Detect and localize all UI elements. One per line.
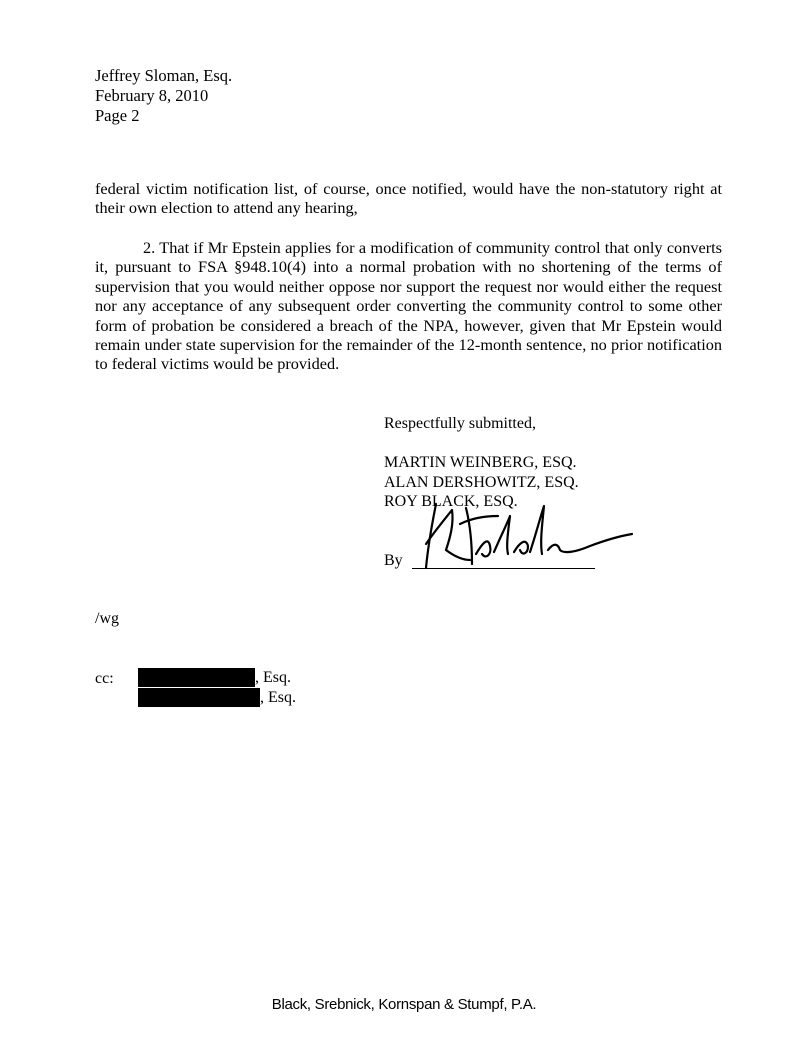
closing-salutation: Respectfully submitted, bbox=[384, 415, 536, 432]
page-number: Page 2 bbox=[95, 106, 140, 125]
cc-entry bbox=[138, 668, 291, 687]
redaction-bar bbox=[138, 668, 255, 687]
cc-entry bbox=[138, 688, 296, 707]
redaction-bar bbox=[138, 688, 260, 707]
cc-label: cc: bbox=[95, 670, 114, 687]
recipient-name: Jeffrey Sloman, Esq. bbox=[95, 66, 233, 85]
by-label: By bbox=[384, 552, 403, 569]
letter-header bbox=[95, 66, 232, 126]
firm-footer: Black, Srebnick, Kornspan & Stumpf, P.A. bbox=[271, 996, 537, 1013]
paragraph-continuation: federal victim notification list, of course, once notified, would have the non-statutory right at their own election to attend any hearing, bbox=[95, 179, 722, 218]
letter-date: February 8, 2010 bbox=[95, 86, 209, 105]
counsel-name-black: ROY BLACK, ESQ. bbox=[384, 493, 518, 510]
typist-initials: /wg bbox=[95, 610, 119, 627]
counsel-name-dershowitz: ALAN DERSHOWITZ, ESQ. bbox=[384, 473, 579, 491]
cc-suffix: , Esq. bbox=[260, 688, 296, 706]
handwritten-signature bbox=[410, 494, 640, 584]
counsel-name-weinberg: MARTIN WEINBERG, ESQ. bbox=[384, 454, 577, 471]
paragraph-item-2: 2. That if Mr Epstein applies for a modification of community control that only converts it, pursuant to FSA §948.10(4) into a normal probation with no shortening of the terms of supervision that you would neither oppose nor support the request nor would either the request nor any acceptance of any subsequent order converting the community control to some other form of probation be considered a breach of the NPA, however, given that Mr Epstein would remain under state supervision for the remainder of the 12-month sentence, no prior notification to federal victims would be provided. bbox=[95, 238, 722, 374]
cc-suffix: , Esq. bbox=[255, 668, 291, 686]
